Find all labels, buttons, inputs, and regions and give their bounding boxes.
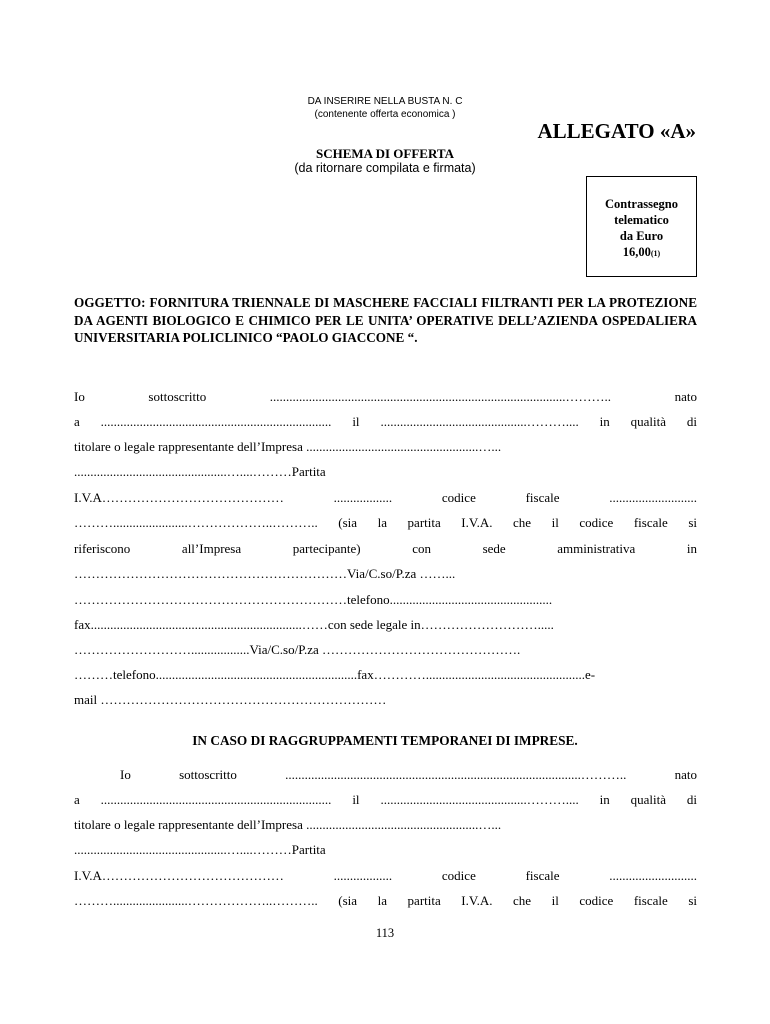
form-line: a ....................................................................... il .............................................……….... in qualità di (74, 792, 697, 807)
stamp-box (586, 176, 697, 277)
stamp-line3: da Euro (619, 229, 664, 243)
form-line: Io sottoscritto ...........................................................................................……….. nato (120, 767, 697, 782)
stamp-footnote: (1) (650, 249, 661, 258)
form-line: ...............................................…....………Partita (74, 842, 326, 857)
envelope-note (0, 95, 770, 121)
stamp-line2: telematico (614, 213, 669, 227)
form-line: ………………………………………………………Via/C.so/P.za ……... (74, 566, 456, 581)
rti-section-title: IN CASO DI RAGGRUPPAMENTI TEMPORANEI DI IMPRESE. (192, 733, 578, 748)
subject-paragraph: OGGETTO: FORNITURA TRIENNALE DI MASCHERE FACCIALI FILTRANTI PER LA PROTEZIONE DA AGENTI BIOLOGICO E CHIMICO PER LE UNITA’ OPERATIVE DELL’AZIENDA OSPEDALIERA UNIVERSITARIA POLICLINICO “PAOLO GIACCONE “. (74, 295, 697, 345)
envelope-note-line1: DA INSERIRE NELLA BUSTA N. C (307, 96, 463, 107)
form-line: titolare o legale rappresentante dell’Impresa .....................................................…... (74, 817, 502, 832)
form-line: mail ………………………………………………………… (74, 692, 387, 707)
schema-subtitle: (da ritornare compilata e firmata) (294, 161, 476, 175)
allegato-title: ALLEGATO «A» (537, 119, 696, 143)
form-line: Io sottoscritto ...........................................................................................……….. nato (74, 389, 697, 404)
form-line: ……….......................………………..……….. (sia la partita I.V.A. che il codice fiscale si (74, 893, 697, 908)
form-line: I.V.A…………………………………… .................. codice fiscale ........................... (74, 490, 697, 505)
form-line: fax.................................................................……con sede legale in………………………..... (74, 617, 554, 632)
stamp-amount: 16,00 (622, 245, 651, 259)
page-number: 113 (375, 926, 395, 940)
stamp-line1: Contrassegno (605, 197, 678, 211)
envelope-note-line2: (contenente offerta economica ) (314, 109, 456, 120)
stamp-amount-row (587, 244, 696, 262)
schema-title: SCHEMA DI OFFERTA (316, 146, 454, 161)
form-line: ………telefono..............................................................fax………….................................................e- (74, 667, 596, 682)
form-line: titolare o legale rappresentante dell’Impresa .....................................................…... (74, 439, 502, 454)
form-line: a ....................................................................... il .............................................……….... in qualità di (74, 414, 697, 429)
form-line: ………………………..................Via/C.so/P.za ………………………………………. (74, 642, 521, 657)
form-line: I.V.A…………………………………… .................. codice fiscale ........................... (74, 868, 697, 883)
form-line: ………………………………………………………telefono.................................................. (74, 592, 553, 607)
form-line: ...............................................…....………Partita (74, 464, 326, 479)
form-line: ……….......................………………..……….. (sia la partita I.V.A. che il codice fiscale si (74, 515, 697, 530)
form-line: riferiscono all’Impresa partecipante) con sede amministrativa in (74, 541, 697, 556)
